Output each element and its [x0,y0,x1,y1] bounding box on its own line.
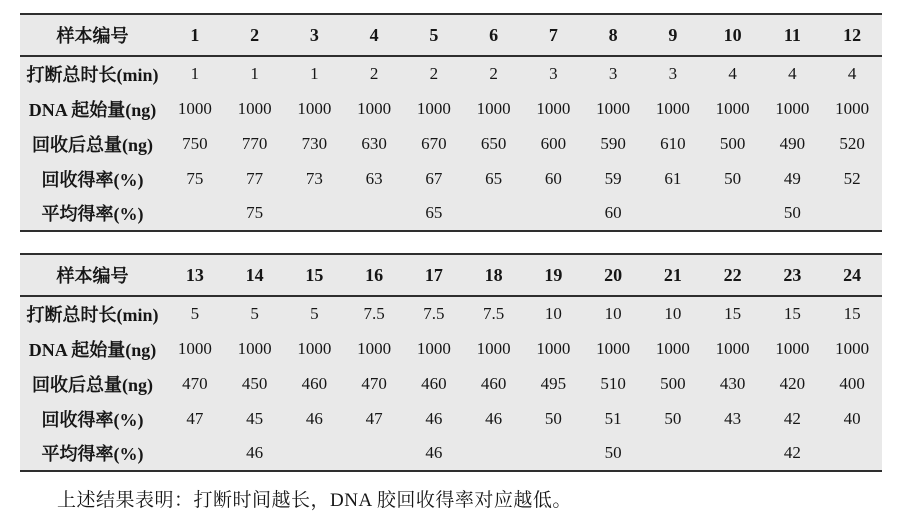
row-label: 回收得率(%) [41,169,144,190]
sample-number-header: 9 [668,24,678,45]
sample-number-header: 1 [190,24,200,45]
sample-number-header: 14 [245,264,264,285]
row-label: DNA 起始量(ng) [28,99,157,120]
data-cell: 75 [246,203,264,222]
data-cell: 46 [425,443,443,462]
data-cell: 3 [668,64,678,83]
sample-number-header: 22 [723,264,742,285]
row-label: 回收后总量(ng) [32,374,153,395]
data-cell: 3 [608,64,618,83]
data-cell: 46 [305,408,323,428]
data-cell [703,436,763,471]
data-cell: 7.5 [363,304,385,323]
data-cell: 50 [664,408,682,428]
data-cell [464,436,524,471]
data-cell: 510 [600,373,626,393]
data-cell: 15 [724,304,742,323]
sample-id-header: 样本编号 [56,26,129,46]
table-row [20,196,882,231]
row-label: 打断总时长(min) [26,305,159,325]
sample-number-header: 5 [429,24,439,45]
data-cell: 1000 [357,338,392,358]
data-cell: 770 [241,133,268,153]
data-cell: 73 [305,168,323,188]
sample-number-header: 2 [250,24,260,45]
data-cell: 7.5 [423,304,445,323]
data-cell: 520 [839,133,865,153]
data-cell: 2 [369,64,379,83]
data-cell: 460 [480,373,507,393]
row-label: 平均得率(%) [41,204,144,224]
data-cell: 46 [485,408,503,428]
data-cell: 1000 [835,98,870,118]
sample-number-header: 19 [544,264,563,285]
data-cell: 60 [544,168,562,188]
data-cell: 750 [182,133,208,153]
data-cell [822,436,882,471]
data-cell: 670 [421,133,447,153]
sample-number-header: 16 [365,264,384,285]
data-cell: 500 [660,373,686,393]
data-cell: 610 [660,133,686,153]
data-cell: 2 [429,64,439,83]
data-cell: 10 [664,304,682,323]
table-row [20,366,882,401]
data-cell: 10 [544,304,562,323]
data-cell: 460 [421,373,447,393]
sample-number-header: 21 [663,264,682,285]
data-cell: 630 [361,133,387,153]
sample-number-header: 15 [305,264,324,285]
data-cell: 1000 [297,338,332,358]
data-cell: 1000 [476,338,511,358]
data-cell: 77 [246,168,264,188]
data-cell [643,436,703,471]
data-cell: 49 [783,168,801,188]
data-cell [344,436,404,471]
data-cell: 1000 [596,338,631,358]
sample-number-header: 6 [489,24,499,45]
data-cell: 67 [425,168,443,188]
sample-table-13-24 [20,253,882,472]
document-page [0,13,900,512]
data-cell: 1000 [536,338,571,358]
data-cell: 430 [719,373,746,393]
table-header-row [20,254,882,296]
data-cell: 42 [783,408,801,428]
data-cell: 1000 [416,338,451,358]
data-cell: 46 [425,408,443,428]
sample-number-header: 17 [424,264,443,285]
data-cell: 500 [719,133,746,153]
data-cell: 1000 [237,338,272,358]
data-cell: 450 [241,373,268,393]
data-cell: 650 [480,133,507,153]
data-cell: 59 [604,168,622,188]
data-cell: 495 [540,373,567,393]
data-cell: 50 [544,408,562,428]
data-cell: 63 [365,168,383,188]
data-cell: 490 [779,133,806,153]
data-cell [285,436,345,471]
data-cell: 1 [250,64,259,83]
table-row [20,161,882,196]
sample-number-header: 11 [783,24,801,45]
data-cell: 65 [425,203,443,222]
data-cell: 15 [843,304,861,323]
table-row [20,331,882,366]
data-cell: 52 [843,168,861,188]
data-cell [524,436,584,471]
conclusion-text: 上述结果表明：打断时间越长，DNA 胶回收得率对应越低。 [57,490,572,511]
data-cell [344,196,404,231]
sample-number-header: 4 [369,24,379,45]
data-cell: 65 [485,168,503,188]
table-row [20,296,882,331]
row-label: 回收得率(%) [41,409,144,430]
data-cell: 470 [182,373,208,393]
data-cell: 5 [190,304,200,323]
data-cell: 1000 [177,98,212,118]
data-cell: 600 [540,133,567,153]
data-cell: 1000 [715,338,750,358]
data-cell: 50 [724,168,742,188]
table-row [20,56,882,91]
data-cell: 420 [779,373,806,393]
data-cell: 15 [783,304,801,323]
data-cell: 50 [783,203,801,222]
data-cell: 1000 [297,98,332,118]
row-label: 打断总时长(min) [26,65,159,85]
data-cell: 1000 [536,98,571,118]
data-cell: 43 [724,408,742,428]
data-cell: 1000 [835,338,870,358]
data-cell [703,196,763,231]
sample-number-header: 23 [783,264,802,285]
table-row [20,126,882,161]
sample-number-header: 18 [484,264,503,285]
data-cell: 2 [489,64,498,83]
data-cell: 470 [361,373,387,393]
data-cell: 45 [246,408,264,428]
data-cell: 40 [843,408,861,428]
row-label: 平均得率(%) [41,444,144,464]
sample-number-header: 8 [608,24,618,45]
data-cell: 590 [600,133,626,153]
data-cell: 3 [549,64,558,83]
table-row [20,91,882,126]
data-cell: 730 [301,133,328,153]
data-cell: 4 [847,64,857,83]
data-cell: 1000 [237,98,272,118]
data-cell: 42 [783,443,801,462]
data-cell: 61 [664,168,682,188]
data-cell: 1000 [775,98,810,118]
data-cell: 5 [250,304,259,323]
data-cell: 1000 [655,98,690,118]
data-cell: 1000 [177,338,212,358]
data-cell: 10 [604,304,622,323]
data-cell [643,196,703,231]
sample-number-header: 20 [604,264,623,285]
data-cell: 460 [301,373,328,393]
sample-number-header: 7 [548,24,558,45]
data-cell: 47 [365,408,383,428]
table-row [20,401,882,436]
data-cell: 1000 [775,338,810,358]
data-cell: 1000 [357,98,392,118]
sample-number-header: 10 [723,24,742,45]
data-cell: 47 [186,408,204,428]
data-cell: 50 [604,443,622,462]
data-cell: 7.5 [483,304,505,323]
data-cell: 1 [310,64,319,83]
data-cell: 1 [190,64,200,83]
data-cell [524,196,584,231]
data-cell [822,196,882,231]
data-cell [285,196,345,231]
data-cell [464,196,524,231]
sample-table-1-12 [20,13,882,232]
data-cell: 1000 [715,98,750,118]
row-label: DNA 起始量(ng) [28,339,157,360]
data-cell: 400 [839,373,865,393]
data-cell: 1000 [596,98,631,118]
row-label: 回收后总量(ng) [32,134,153,155]
data-cell: 75 [186,168,204,188]
data-cell: 5 [310,304,319,323]
data-cell: 1000 [655,338,690,358]
data-cell: 1000 [416,98,451,118]
sample-id-header: 样本编号 [56,266,129,286]
data-cell: 46 [246,443,264,462]
data-cell: 1000 [476,98,511,118]
sample-number-header: 12 [843,24,862,45]
data-cell [165,436,225,471]
data-cell: 4 [728,64,737,83]
sample-number-header: 13 [185,264,204,285]
table-row [20,436,882,471]
data-cell [165,196,225,231]
data-cell: 4 [788,64,797,83]
sample-number-header: 3 [309,24,319,45]
table-header-row [20,14,882,56]
data-cell: 60 [604,203,622,222]
sample-number-header: 24 [843,264,862,285]
data-cell: 51 [604,408,622,428]
